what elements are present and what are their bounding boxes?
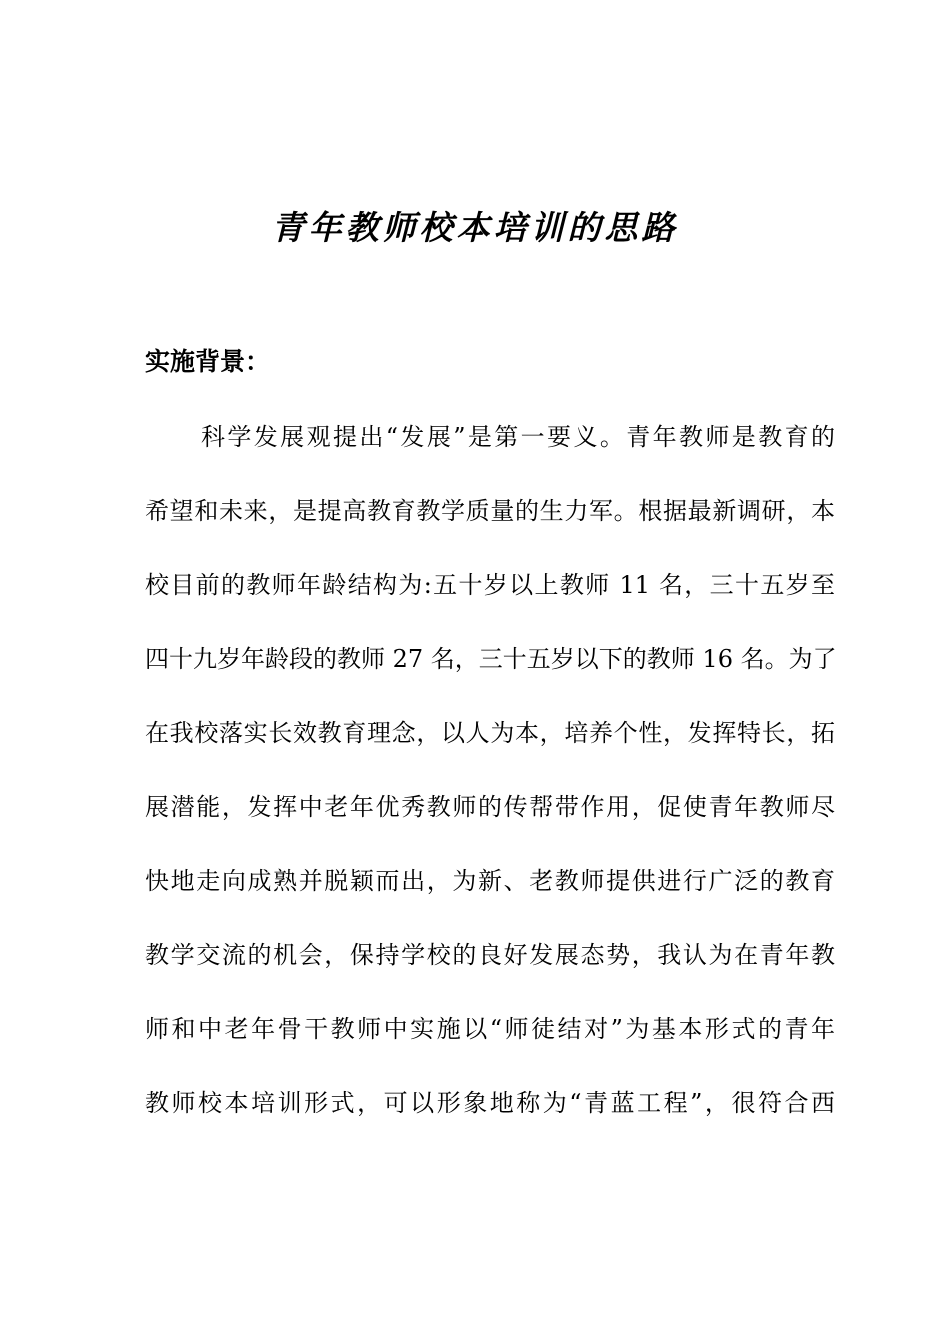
section-heading: 实施背景：	[145, 347, 271, 376]
paragraph-line: 师和中老年骨干教师中实施以“师徒结对”为基本形式的青年	[145, 1015, 835, 1043]
paragraph-line: 四十九岁年龄段的教师 27 名，三十五岁以下的教师 16 名。为了	[145, 645, 837, 673]
paragraph-line: 教师校本培训形式，可以形象地称为“青蓝工程”，很符合西	[145, 1089, 835, 1117]
paragraph-line: 科学发展观提出“发展”是第一要义。青年教师是教育的	[201, 423, 835, 451]
paragraph-line: 教学交流的机会，保持学校的良好发展态势，我认为在青年教	[145, 941, 835, 969]
paragraph-line: 校目前的教师年龄结构为:五十岁以上教师 11 名，三十五岁至	[145, 571, 835, 599]
document-title: 青年教师校本培训的思路	[271, 208, 679, 247]
paragraph-line: 快地走向成熟并脱颖而出，为新、老教师提供进行广泛的教育	[145, 867, 835, 895]
paragraph-line: 在我校落实长效教育理念，以人为本，培养个性，发挥特长，拓	[145, 719, 835, 747]
paragraph-line: 希望和未来，是提高教育教学质量的生力军。根据最新调研，本	[145, 497, 835, 525]
paragraph-line: 展潜能，发挥中老年优秀教师的传帮带作用，促使青年教师尽	[145, 793, 835, 821]
body-paragraph	[145, 400, 835, 1140]
